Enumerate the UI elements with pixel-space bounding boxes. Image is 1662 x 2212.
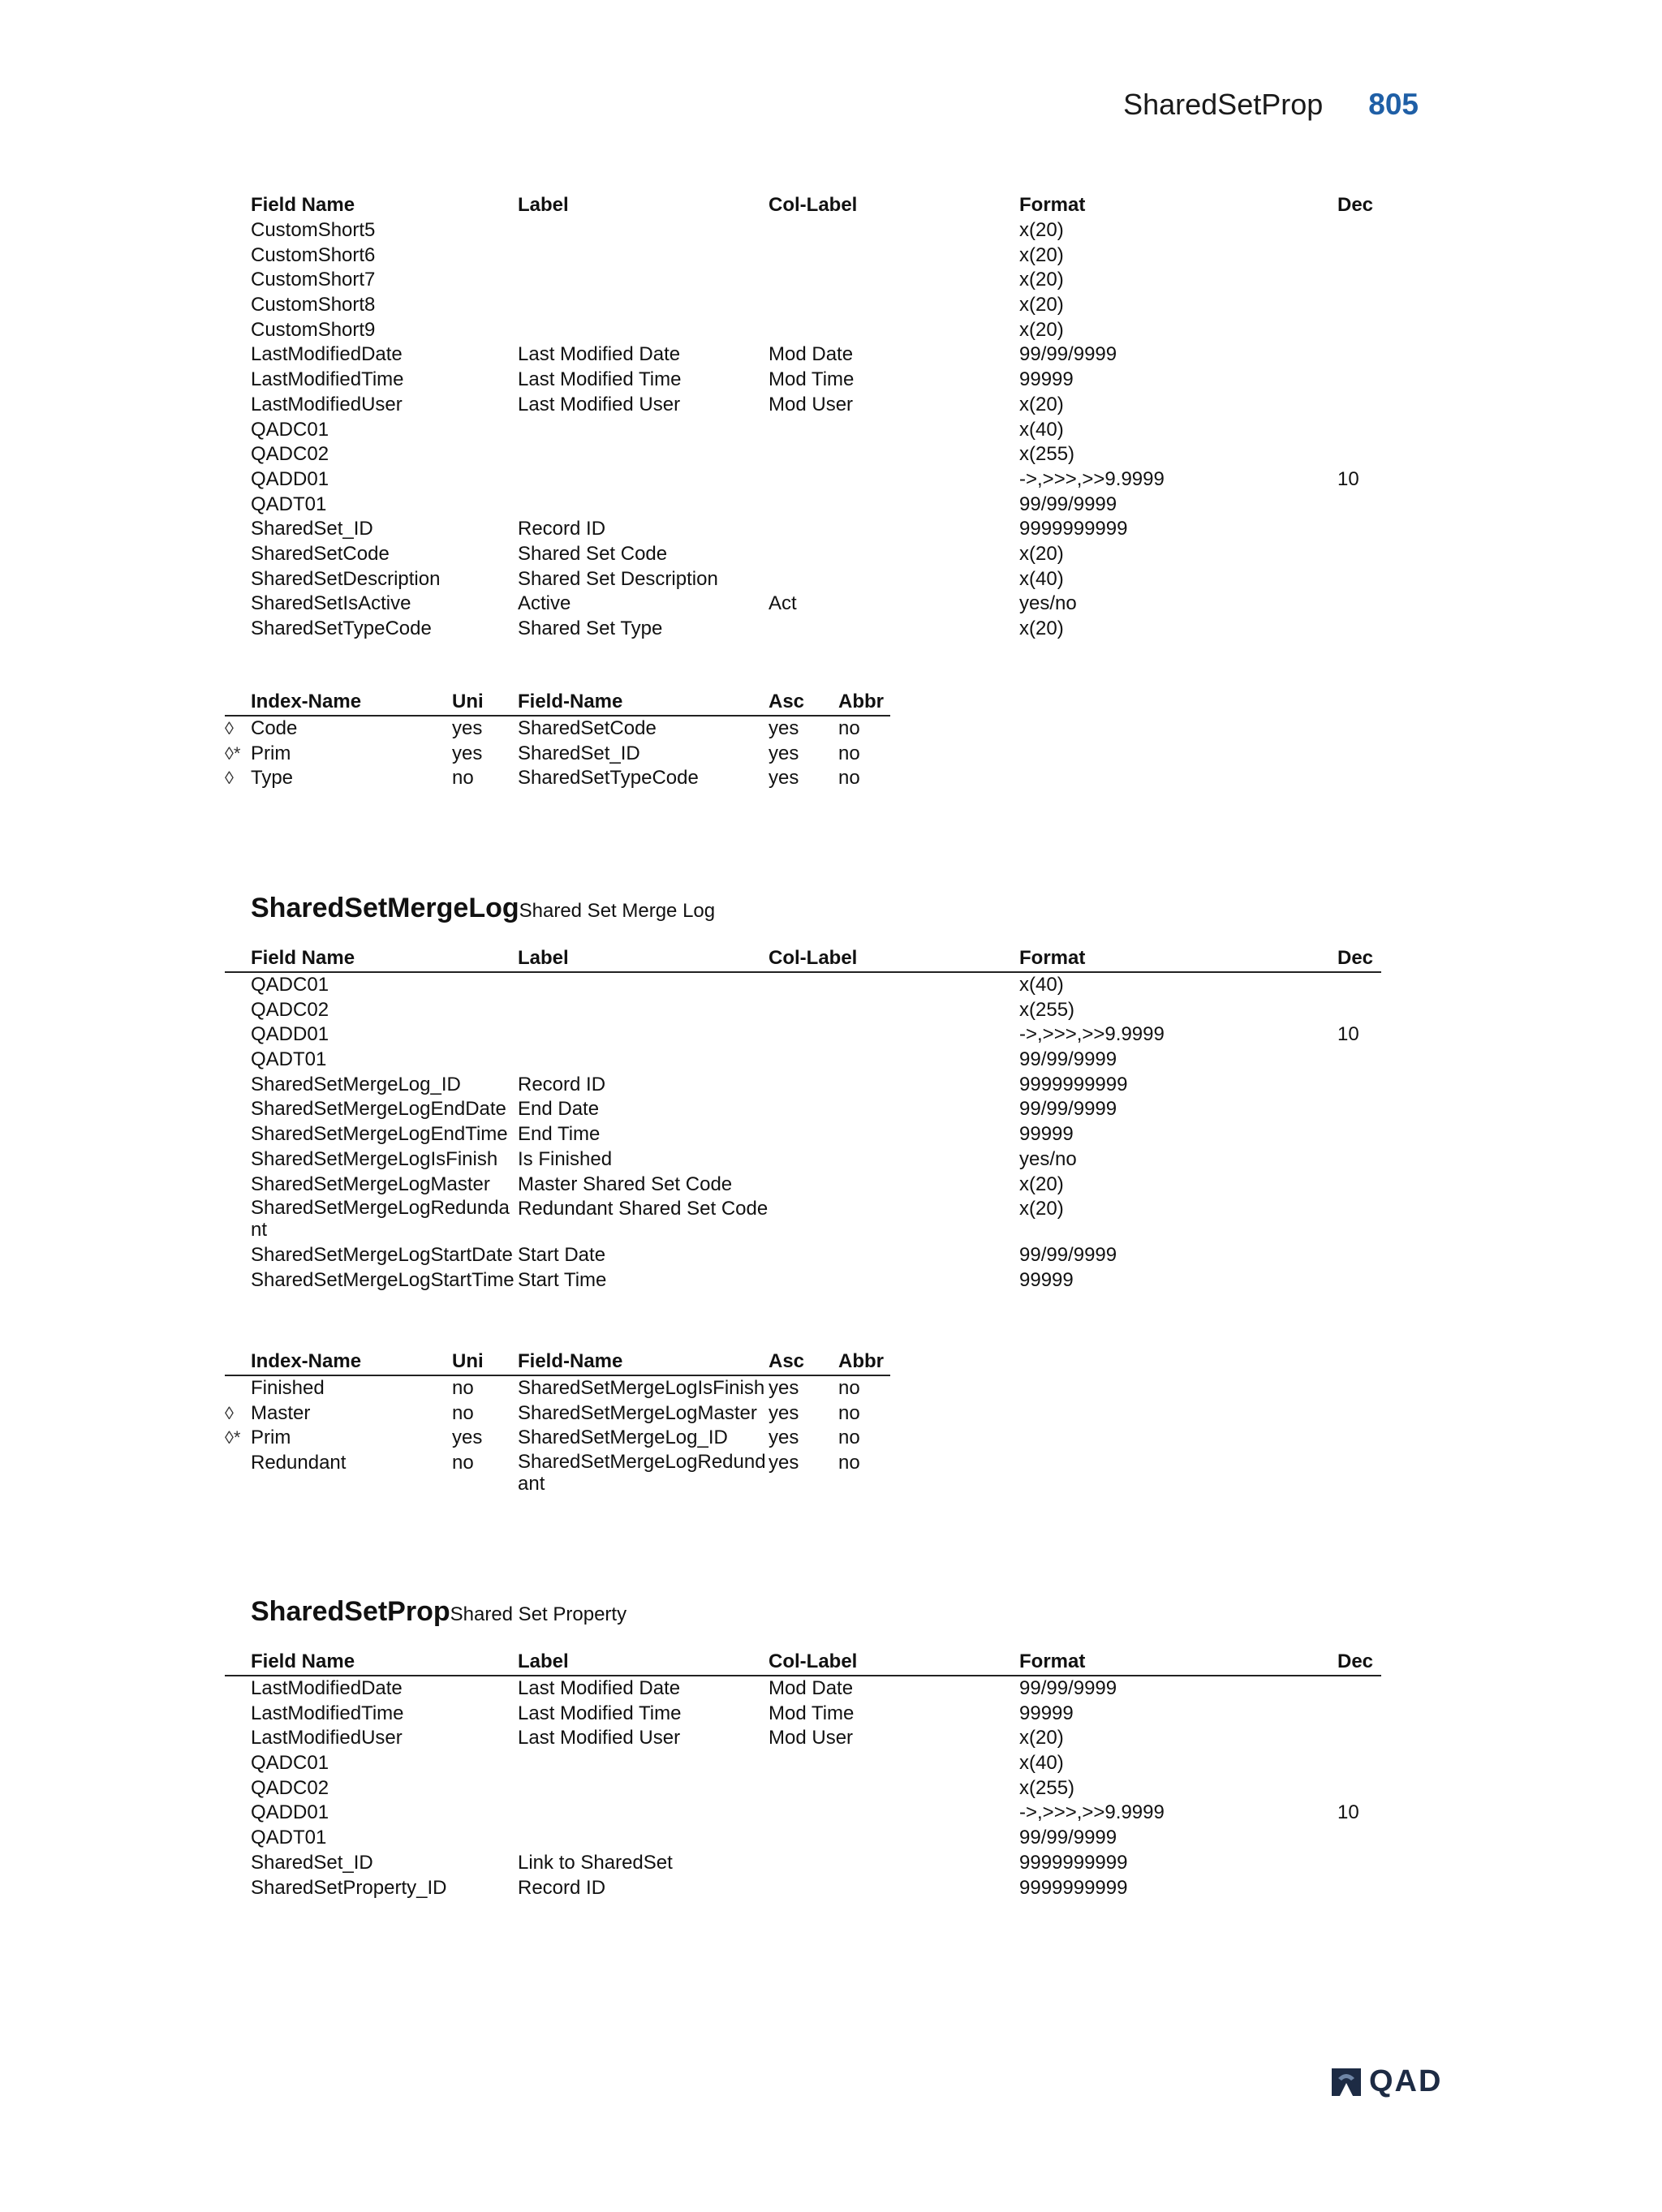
- field-format: 99/99/9999: [1019, 1098, 1117, 1121]
- field-format: x(20): [1019, 393, 1064, 415]
- field-label: Last Modified Time: [518, 1702, 682, 1724]
- index-row: [225, 1426, 890, 1451]
- field-name: QADC01: [251, 418, 329, 441]
- table-title-mergelog: [251, 893, 715, 924]
- field-name: SharedSetProperty_ID: [251, 1876, 447, 1899]
- field-name: QADC02: [251, 1776, 329, 1799]
- field-col-label: Act: [769, 592, 797, 615]
- index-row: [225, 717, 890, 742]
- field-name: QADT01: [251, 1827, 327, 1849]
- field-row: [225, 1197, 1381, 1243]
- index-rows: [225, 1376, 890, 1497]
- col-abbr: Abbr: [838, 691, 884, 712]
- sharedset-index-table: [225, 690, 890, 791]
- page-number: 805: [1368, 88, 1419, 121]
- field-row: [225, 1876, 1381, 1901]
- index-field-name: SharedSetMergeLogIsFinish: [518, 1377, 765, 1399]
- index-unique: no: [452, 1452, 474, 1474]
- field-row: [225, 1268, 1381, 1293]
- field-row: [225, 1726, 1381, 1751]
- field-name: SharedSetTypeCode: [251, 618, 432, 639]
- field-name: SharedSetIsActive: [251, 592, 411, 615]
- index-ascending: yes: [769, 1427, 799, 1449]
- index-rows: [225, 717, 890, 791]
- field-label: Last Modified Date: [518, 1677, 681, 1699]
- field-row: [225, 1048, 1381, 1073]
- field-row: [225, 1173, 1381, 1198]
- field-label: Last Modified User: [518, 1727, 681, 1749]
- field-rows: [225, 218, 1381, 642]
- logo-text: QAD: [1369, 2064, 1443, 2098]
- field-format: 99/99/9999: [1019, 343, 1117, 366]
- index-field-name: SharedSetMergeLogMaster: [518, 1401, 757, 1424]
- field-name: SharedSetMergeLogRedunda nt: [251, 1197, 510, 1242]
- field-row: [225, 1147, 1381, 1173]
- field-name: QADC01: [251, 1752, 329, 1775]
- field-col-label: Mod Time: [769, 368, 855, 391]
- field-name: CustomShort7: [251, 269, 376, 291]
- col-field-name: Field Name: [251, 947, 355, 969]
- table-description: Shared Set Merge Log: [519, 900, 716, 922]
- col-format: Format: [1019, 194, 1086, 216]
- col-index-name: Index-Name: [251, 691, 362, 712]
- index-row: [225, 1451, 890, 1497]
- field-format: x(255): [1019, 443, 1075, 466]
- field-name: LastModifiedDate: [251, 343, 403, 366]
- index-row: [225, 766, 890, 791]
- field-row: [225, 1073, 1381, 1098]
- field-label: Redundant Shared Set Code: [518, 1198, 769, 1220]
- field-format: x(20): [1019, 1173, 1064, 1195]
- field-name: LastModifiedUser: [251, 1727, 403, 1749]
- field-row: [225, 1676, 1381, 1702]
- index-ascending: yes: [769, 1401, 799, 1424]
- field-format: 9999999999: [1019, 518, 1128, 540]
- field-col-label: Mod Time: [769, 1702, 855, 1724]
- field-col-label: Mod User: [769, 1727, 854, 1749]
- index-marker: ◊*: [225, 742, 241, 764]
- qad-logo: [1328, 2064, 1442, 2099]
- mergelog-index-table: [225, 1349, 890, 1497]
- field-col-label: Mod User: [769, 393, 854, 415]
- field-row: [225, 1751, 1381, 1776]
- field-name: SharedSetCode: [251, 542, 390, 565]
- index-unique: yes: [452, 742, 483, 764]
- qad-logo-mark-icon: [1328, 2067, 1364, 2098]
- field-row: [225, 1122, 1381, 1147]
- field-format: yes/no: [1019, 1147, 1077, 1170]
- index-abbreviated: no: [838, 1427, 860, 1449]
- page-header: [1123, 88, 1419, 122]
- field-col-label: Mod Date: [769, 343, 854, 366]
- field-row: [225, 1022, 1381, 1048]
- field-row: [225, 1851, 1381, 1876]
- field-format: x(20): [1019, 219, 1064, 241]
- field-row: [225, 442, 1381, 467]
- index-marker: ◊: [225, 718, 234, 738]
- field-format: 9999999999: [1019, 1851, 1128, 1874]
- index-field-name: SharedSetTypeCode: [518, 767, 699, 790]
- field-row: [225, 1243, 1381, 1268]
- index-name: Code: [251, 717, 298, 739]
- field-row: [225, 493, 1381, 518]
- col-field-name: Field Name: [251, 194, 355, 216]
- field-label: Active: [518, 592, 571, 615]
- index-table-header: [225, 690, 890, 717]
- index-row: [225, 1376, 890, 1401]
- col-format: Format: [1019, 947, 1086, 969]
- field-label: Record ID: [518, 518, 606, 540]
- field-label: Shared Set Type: [518, 618, 663, 639]
- col-label: Label: [518, 947, 569, 969]
- field-label: Master Shared Set Code: [518, 1173, 733, 1195]
- col-dec: Dec: [1337, 947, 1374, 969]
- index-ascending: yes: [769, 717, 799, 739]
- col-col-label: Col-Label: [769, 1650, 858, 1672]
- field-name: QADC01: [251, 974, 329, 996]
- field-format: yes/no: [1019, 592, 1077, 615]
- field-format: ->,>>>,>>9.9999: [1019, 1023, 1165, 1046]
- field-format: 99/99/9999: [1019, 1048, 1117, 1071]
- field-format: 99999: [1019, 1702, 1074, 1724]
- field-table-header: [225, 1650, 1381, 1676]
- field-row: [225, 1097, 1381, 1122]
- field-row: [225, 542, 1381, 567]
- index-name: Finished: [251, 1377, 325, 1399]
- field-format: x(20): [1019, 318, 1064, 341]
- field-format: x(20): [1019, 542, 1064, 565]
- field-name: SharedSetMergeLogStartDate: [251, 1244, 513, 1267]
- field-name: SharedSetMergeLog_ID: [251, 1073, 461, 1095]
- index-abbreviated: no: [838, 742, 860, 764]
- field-name: QADD01: [251, 1801, 329, 1824]
- field-row: [225, 342, 1381, 368]
- field-name: QADC02: [251, 998, 329, 1021]
- field-name: SharedSetMergeLogStartTime: [251, 1268, 515, 1291]
- field-row: [225, 418, 1381, 443]
- field-format: 9999999999: [1019, 1073, 1128, 1095]
- field-format: 99999: [1019, 1123, 1074, 1146]
- field-row: [225, 517, 1381, 542]
- index-ascending: yes: [769, 742, 799, 764]
- field-row: [225, 617, 1381, 642]
- index-abbreviated: no: [838, 767, 860, 790]
- prop-fields-table: [225, 1650, 1381, 1900]
- index-ascending: yes: [769, 1452, 799, 1474]
- field-format: x(20): [1019, 243, 1064, 266]
- field-row: [225, 1776, 1381, 1801]
- field-name: QADT01: [251, 493, 327, 515]
- field-label: Last Modified Time: [518, 368, 682, 391]
- field-name: SharedSetMergeLogIsFinish: [251, 1147, 498, 1170]
- index-name: Redundant: [251, 1452, 347, 1474]
- field-row: [225, 973, 1381, 998]
- field-name: SharedSetDescription: [251, 567, 441, 590]
- index-unique: no: [452, 1401, 474, 1424]
- field-name: LastModifiedTime: [251, 368, 404, 391]
- index-unique: no: [452, 1377, 474, 1399]
- field-format: ->,>>>,>>9.9999: [1019, 467, 1165, 490]
- index-abbreviated: no: [838, 717, 860, 739]
- col-label: Label: [518, 1650, 569, 1672]
- index-unique: yes: [452, 717, 483, 739]
- field-format: x(40): [1019, 974, 1064, 996]
- mergelog-fields-table: [225, 946, 1381, 1293]
- field-row: [225, 393, 1381, 418]
- col-col-label: Col-Label: [769, 194, 858, 216]
- field-name: QADD01: [251, 1023, 329, 1046]
- field-label: Start Time: [518, 1268, 607, 1291]
- field-row: [225, 318, 1381, 343]
- field-label: Link to SharedSet: [518, 1851, 673, 1874]
- field-label: Record ID: [518, 1876, 606, 1899]
- field-row: [225, 368, 1381, 393]
- field-row: [225, 592, 1381, 617]
- index-ascending: yes: [769, 1377, 799, 1399]
- field-name: SharedSetMergeLogMaster: [251, 1173, 490, 1195]
- index-unique: yes: [452, 1427, 483, 1449]
- field-format: 9999999999: [1019, 1876, 1128, 1899]
- field-format: x(40): [1019, 418, 1064, 441]
- index-field-name: SharedSetMergeLogRedund ant: [518, 1451, 766, 1495]
- index-name: Master: [251, 1401, 311, 1424]
- field-row: [225, 293, 1381, 318]
- field-row: [225, 218, 1381, 243]
- field-name: CustomShort9: [251, 318, 376, 341]
- index-field-name: SharedSet_ID: [518, 742, 640, 764]
- field-dec: 10: [1337, 467, 1359, 490]
- col-dec: Dec: [1337, 194, 1374, 216]
- field-format: ->,>>>,>>9.9999: [1019, 1801, 1165, 1824]
- col-field-name: Field Name: [251, 1650, 355, 1672]
- field-format: 99/99/9999: [1019, 493, 1117, 515]
- field-col-label: Mod Date: [769, 1677, 854, 1699]
- index-name: Type: [251, 767, 294, 790]
- col-asc: Asc: [769, 691, 805, 712]
- field-format: x(40): [1019, 1752, 1064, 1775]
- field-name: QADD01: [251, 467, 329, 490]
- index-field-name: SharedSetMergeLog_ID: [518, 1427, 728, 1449]
- field-label: Is Finished: [518, 1147, 613, 1170]
- field-name: SharedSetMergeLogEndTime: [251, 1123, 508, 1146]
- field-row: [225, 467, 1381, 493]
- field-label: Last Modified User: [518, 393, 681, 415]
- field-name: SharedSet_ID: [251, 518, 373, 540]
- field-table-header: [225, 946, 1381, 973]
- col-col-label: Col-Label: [769, 947, 858, 969]
- field-name: LastModifiedTime: [251, 1702, 404, 1724]
- field-row: [225, 1702, 1381, 1727]
- field-label: Shared Set Code: [518, 542, 668, 565]
- index-ascending: yes: [769, 767, 799, 790]
- field-name: SharedSet_ID: [251, 1851, 373, 1874]
- field-format: x(20): [1019, 269, 1064, 291]
- index-row: [225, 1401, 890, 1427]
- index-abbreviated: no: [838, 1452, 860, 1474]
- field-row: [225, 268, 1381, 293]
- field-row: [225, 243, 1381, 269]
- field-format: x(255): [1019, 1776, 1075, 1799]
- field-format: 99/99/9999: [1019, 1827, 1117, 1849]
- index-marker: ◊: [225, 1402, 234, 1423]
- index-table-header: [225, 1349, 890, 1376]
- field-format: 99/99/9999: [1019, 1677, 1117, 1699]
- field-label: Last Modified Date: [518, 343, 681, 366]
- field-format: 99999: [1019, 1268, 1074, 1291]
- field-dec: 10: [1337, 1801, 1359, 1824]
- field-name: SharedSetMergeLogEndDate: [251, 1098, 506, 1121]
- index-marker: ◊: [225, 768, 234, 789]
- field-row: [225, 998, 1381, 1023]
- field-format: x(20): [1019, 1727, 1064, 1749]
- field-format: x(255): [1019, 998, 1075, 1021]
- field-name: LastModifiedUser: [251, 393, 403, 415]
- col-uni: Uni: [452, 1350, 484, 1372]
- field-name: CustomShort8: [251, 294, 376, 316]
- field-label: End Date: [518, 1098, 600, 1121]
- index-abbreviated: no: [838, 1401, 860, 1424]
- field-label: End Time: [518, 1123, 601, 1146]
- field-format: x(40): [1019, 567, 1064, 590]
- field-row: [225, 1826, 1381, 1851]
- field-row: [225, 567, 1381, 592]
- field-name: CustomShort5: [251, 219, 376, 241]
- field-label: Shared Set Description: [518, 567, 718, 590]
- field-label: Start Date: [518, 1244, 606, 1267]
- table-title-prop: [251, 1596, 626, 1628]
- col-index-field-name: Field-Name: [518, 1350, 623, 1372]
- table-name: SharedSetMergeLog: [251, 893, 519, 923]
- field-format: x(20): [1019, 294, 1064, 316]
- index-marker: ◊*: [225, 1427, 241, 1448]
- index-name: Prim: [251, 742, 291, 764]
- field-dec: 10: [1337, 1023, 1359, 1046]
- index-name: Prim: [251, 1427, 291, 1449]
- field-format: x(20): [1019, 1198, 1064, 1220]
- field-format: 99999: [1019, 368, 1074, 391]
- col-format: Format: [1019, 1650, 1086, 1672]
- field-row: [225, 1801, 1381, 1826]
- index-field-name: SharedSetCode: [518, 717, 657, 739]
- field-name: QADT01: [251, 1048, 327, 1071]
- col-index-name: Index-Name: [251, 1350, 362, 1372]
- col-asc: Asc: [769, 1350, 805, 1372]
- index-unique: no: [452, 767, 474, 790]
- field-rows: [225, 1676, 1381, 1900]
- col-index-field-name: Field-Name: [518, 691, 623, 712]
- table-name: SharedSetProp: [251, 1596, 450, 1627]
- field-format: x(20): [1019, 618, 1064, 639]
- col-uni: Uni: [452, 691, 484, 712]
- field-name: QADC02: [251, 443, 329, 466]
- col-dec: Dec: [1337, 1650, 1374, 1672]
- field-table-header: [225, 193, 1381, 218]
- col-label: Label: [518, 194, 569, 216]
- field-name: CustomShort6: [251, 243, 376, 266]
- field-rows: [225, 973, 1381, 1293]
- field-name: LastModifiedDate: [251, 1677, 403, 1699]
- table-description: Shared Set Property: [450, 1603, 627, 1625]
- field-label: Record ID: [518, 1073, 606, 1095]
- col-abbr: Abbr: [838, 1350, 884, 1372]
- index-row: [225, 742, 890, 767]
- field-format: 99/99/9999: [1019, 1244, 1117, 1267]
- index-abbreviated: no: [838, 1377, 860, 1399]
- running-title: SharedSetProp: [1123, 88, 1324, 121]
- sharedset-fields-table: [225, 193, 1381, 642]
